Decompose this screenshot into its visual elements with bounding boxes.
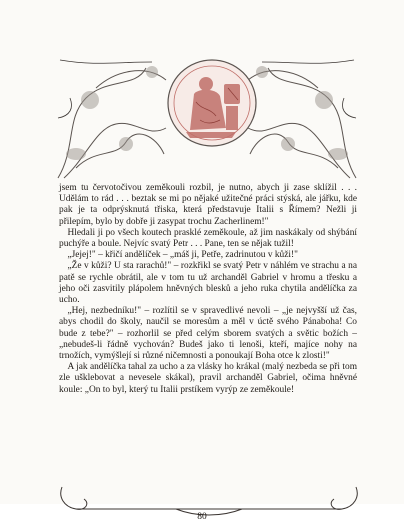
body-text [59,183,357,396]
paragraph: Hledali ji po všech koutech prasklé zeměkoule, až jim naskákaly od shýbání puchýře a boule. Nejvíc svatý Petr . . . Pane, ten se nějak tužil! [59,227,357,250]
paragraph: „Jejej!" – křičí andělíček – „máš ji, Petře, zadrinutou v kůži!" [67,250,298,261]
red-figure-illustration [166,58,258,148]
page-number: 80 [197,512,207,522]
paragraph: A jak andělíčka tahal za ucho a za vlásky ho krákal (malý nezbeda se při tom zle ušklebovat a nevesele skákal), pravil archanděl Gabriel, očima hněvné koule: „On to byl, který tu Italii prstíkem vyrýp ze zeměkoule! [59,362,357,395]
paragraph: jsem tu červotočivou zeměkouli rozbil, je nutno, abych ji zase sklížil . . . Udělám to rád . . . beztak se mi po nějaké užitečné práci stýská, ale jářku, kde pak je ta odprýsknutá třiska, která představuje Italii s Římem? Nežli ji přilepím, bylo by dobře ji zasypat trochu Zacherlinem!" [59,183,357,227]
paragraph: „Hej, nezbedníku!" – rozlítil se v spravedlivé nevoli – „je nejvyšší už čas, abys chodil do školy, naučil se moresům a měl v úctě svého Pánaboha! Co bude z tebe?" – rozhorlil se před celým sborem svatých a světic božích – „nebudeš-li řádně vychován? Budeš jako ti lenoši, kteří, majíce nohy na trnožích, vymýšlejí si různé ničemnosti a ponoukají Boha otce k zlosti!" [59,306,357,362]
paragraph: „Že v kůži? U sta rarachů!" – rozkřikl se svatý Petr v náhlém ve strachu a na patě se rychle obrátil, ale v tom tu už archanděl Gabriel v hromu a třesku a jeho oči zasvitily plápolem hněvných blesků a jeho ruka chytila andělíčka za ucho. [59,261,357,306]
